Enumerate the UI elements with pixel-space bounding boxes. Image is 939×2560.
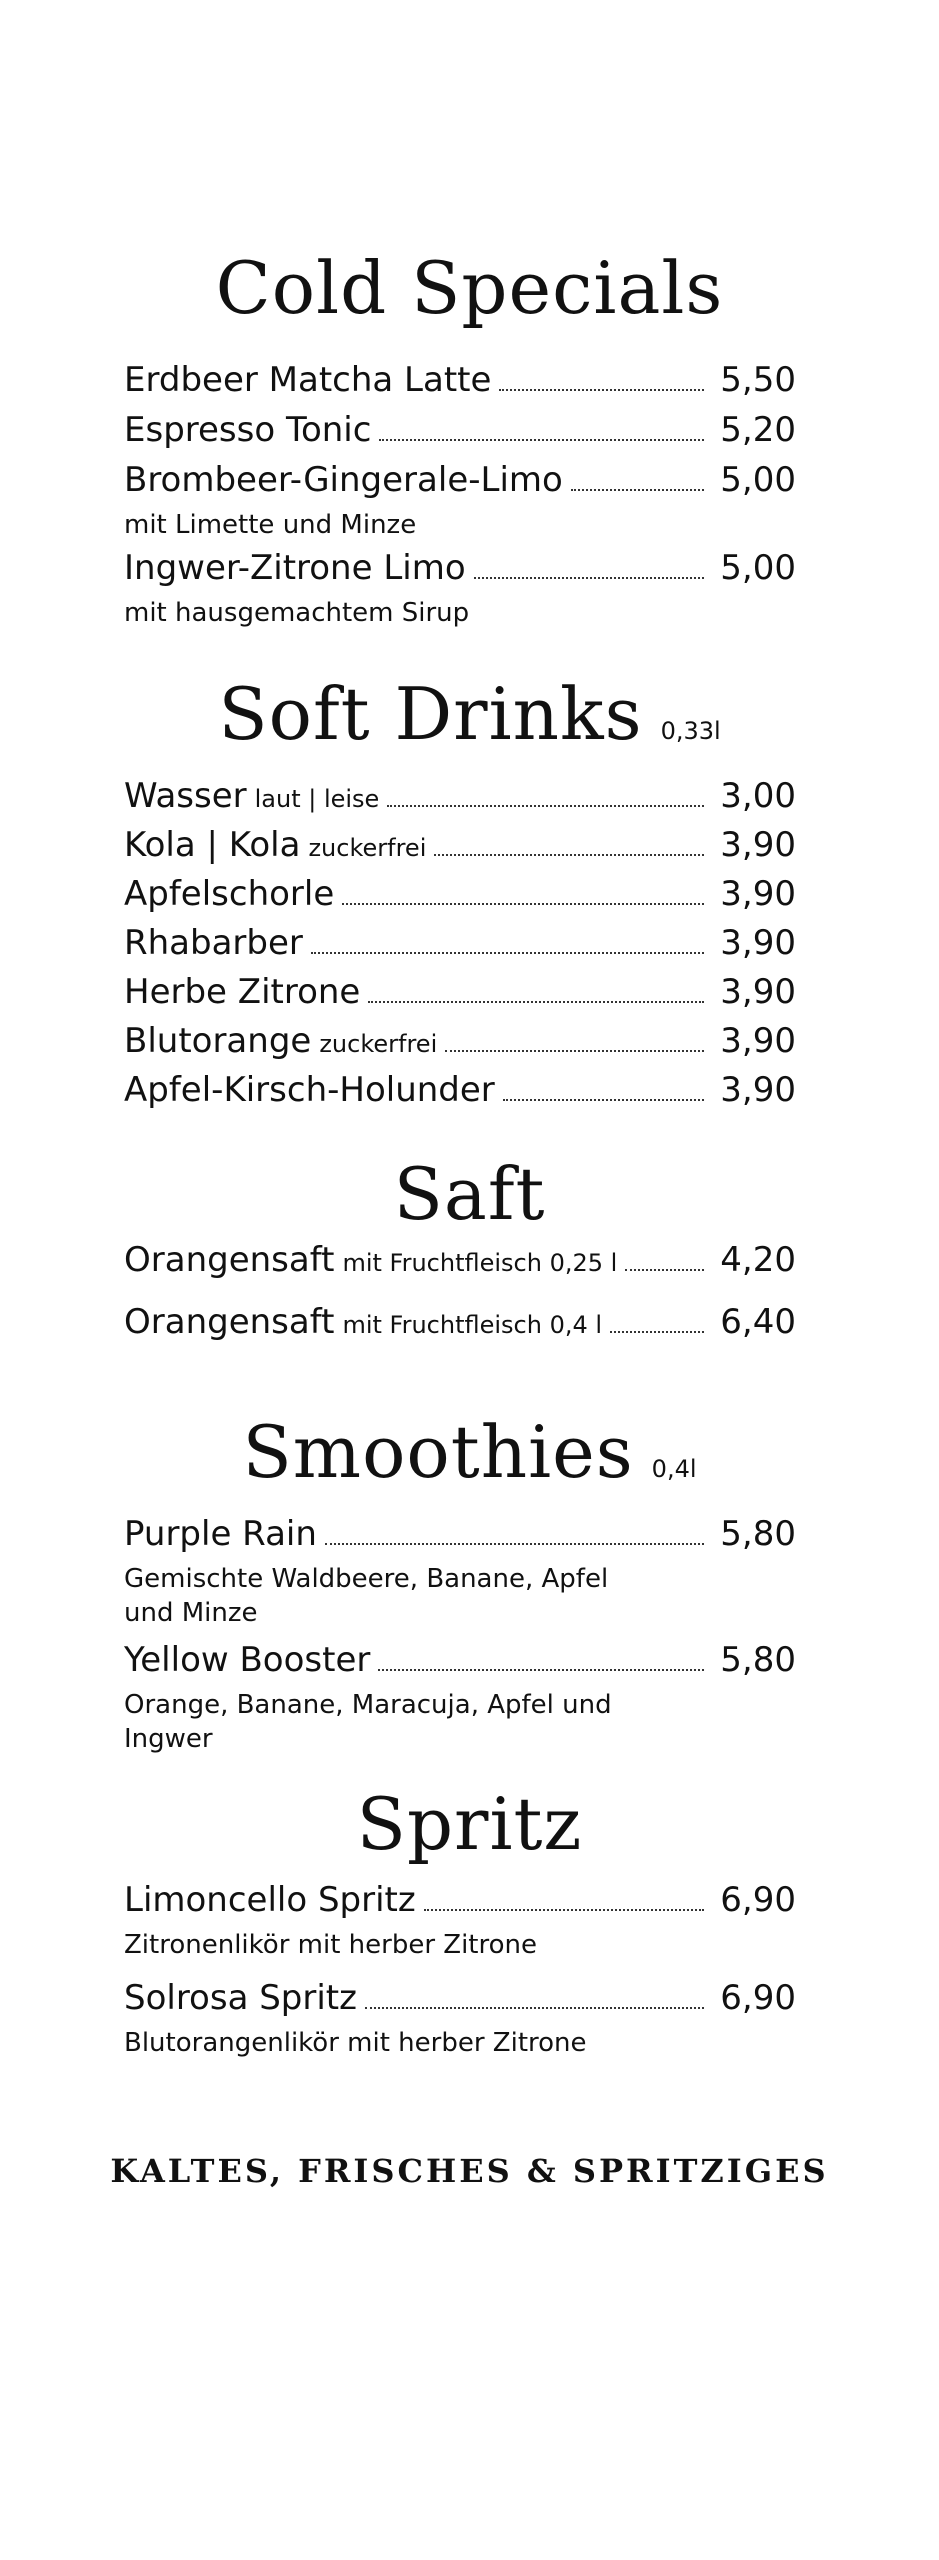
menu-item <box>124 460 796 542</box>
dot-leader <box>571 485 704 491</box>
item-price: 5,00 <box>720 460 796 500</box>
section-title: Saft <box>393 1152 546 1236</box>
section-unit: 0,4l <box>651 1455 697 1483</box>
item-name: Blutorange <box>124 1021 312 1061</box>
footer-tagline: KALTES, FRISCHES & SPRITZIGES <box>110 2152 829 2190</box>
item-price: 4,20 <box>720 1240 796 1280</box>
item-price: 3,90 <box>720 825 796 865</box>
item-description: Gemischte Waldbeere, Banane, Apfel und Minze <box>124 1564 609 1628</box>
section-title: Smoothies 0,4l <box>242 1410 697 1494</box>
item-name: Brombeer-Gingerale-Limo <box>124 460 563 500</box>
item-name: Solrosa Spritz <box>124 1978 357 2018</box>
item-price: 3,90 <box>720 1021 796 1061</box>
item-price: 3,90 <box>720 923 796 963</box>
menu-item <box>124 874 796 922</box>
dot-leader <box>424 1905 704 1911</box>
dot-leader <box>342 899 704 905</box>
item-price: 3,90 <box>720 1070 796 1110</box>
dot-leader <box>325 1539 704 1545</box>
item-price: 6,90 <box>720 1978 796 2018</box>
item-name: Purple Rain <box>124 1514 317 1554</box>
item-name: Rhabarber <box>124 923 303 963</box>
item-price: 3,00 <box>720 776 796 816</box>
item-name: Limoncello Spritz <box>124 1880 416 1920</box>
menu-item <box>124 1240 796 1288</box>
dot-leader <box>474 573 704 579</box>
item-note: zuckerfrei <box>308 834 427 862</box>
menu-item <box>124 972 796 1020</box>
item-name: Apfelschorle <box>124 874 335 914</box>
item-price: 3,90 <box>720 972 796 1012</box>
dot-leader <box>365 2003 704 2009</box>
menu-item <box>124 548 796 630</box>
dot-leader <box>368 997 704 1003</box>
dot-leader <box>434 850 704 856</box>
item-name: Espresso Tonic <box>124 410 372 450</box>
item-description: Zitronenlikör mit herber Zitrone <box>124 1930 538 1960</box>
item-description: Blutorangenlikör mit herber Zitrone <box>124 2028 587 2058</box>
item-price: 5,80 <box>720 1514 796 1554</box>
item-note: mit Fruchtfleisch 0,4 l <box>342 1311 603 1339</box>
section-title: Soft Drinks 0,33l <box>218 672 721 756</box>
item-note: laut | leise <box>254 785 380 813</box>
item-name: Kola | Kola <box>124 825 301 865</box>
menu-item <box>124 1302 796 1350</box>
dot-leader <box>625 1265 704 1271</box>
menu-item <box>124 360 796 408</box>
menu-item <box>124 923 796 971</box>
dot-leader <box>379 435 704 441</box>
menu-item <box>124 1514 796 1630</box>
item-name: Erdbeer Matcha Latte <box>124 360 492 400</box>
section-title: Spritz <box>356 1782 583 1866</box>
item-name: Orangensaft <box>124 1240 335 1280</box>
menu-item <box>124 1070 796 1118</box>
item-description: mit hausgemachtem Sirup <box>124 598 470 628</box>
menu-item <box>124 1640 796 1756</box>
dot-leader <box>387 801 704 807</box>
dot-leader <box>503 1095 704 1101</box>
menu-item <box>124 1021 796 1069</box>
dot-leader <box>445 1046 704 1052</box>
item-name: Apfel-Kirsch-Holunder <box>124 1070 495 1110</box>
item-note: zuckerfrei <box>319 1030 438 1058</box>
menu-item <box>124 825 796 873</box>
section-unit: 0,33l <box>660 717 721 745</box>
item-description: mit Limette und Minze <box>124 510 417 540</box>
item-note: mit Fruchtfleisch 0,25 l <box>342 1249 618 1277</box>
item-name: Wasser <box>124 776 247 816</box>
item-price: 6,40 <box>720 1302 796 1342</box>
item-price: 5,00 <box>720 548 796 588</box>
item-name: Ingwer-Zitrone Limo <box>124 548 466 588</box>
item-price: 5,20 <box>720 410 796 450</box>
menu-item <box>124 1880 796 1962</box>
item-price: 3,90 <box>720 874 796 914</box>
dot-leader <box>311 948 704 954</box>
item-name: Herbe Zitrone <box>124 972 361 1012</box>
dot-leader <box>378 1665 704 1671</box>
item-name: Yellow Booster <box>124 1640 371 1680</box>
item-name: Orangensaft <box>124 1302 335 1342</box>
menu-item <box>124 1978 796 2060</box>
section-title: Cold Specials <box>215 246 724 330</box>
dot-leader <box>610 1327 704 1333</box>
item-price: 6,90 <box>720 1880 796 1920</box>
item-price: 5,50 <box>720 360 796 400</box>
dot-leader <box>499 385 704 391</box>
menu-item <box>124 410 796 458</box>
item-description: Orange, Banane, Maracuja, Apfel und Ingwer <box>124 1690 612 1754</box>
item-price: 5,80 <box>720 1640 796 1680</box>
menu-item <box>124 776 796 824</box>
